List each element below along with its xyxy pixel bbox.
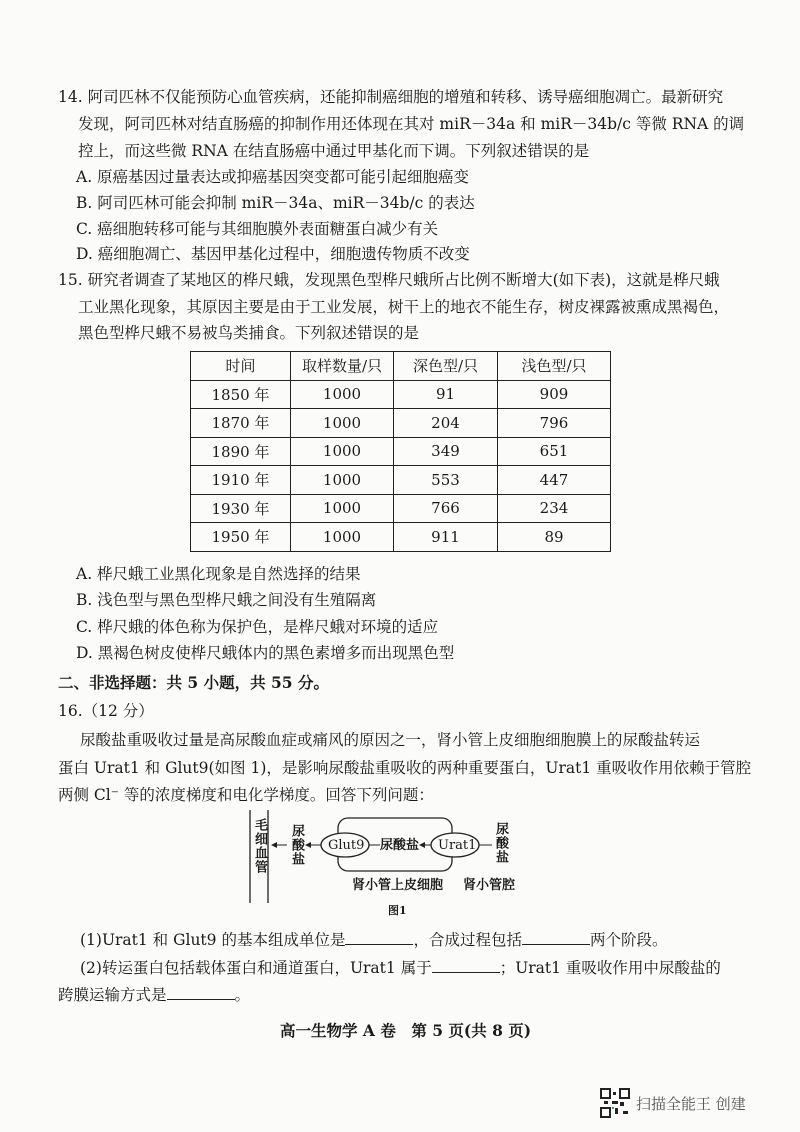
epithelial-label: 肾小管上皮细胞 bbox=[352, 878, 444, 893]
sub2-text: 跨膜运输方式是 bbox=[58, 986, 167, 1004]
q14-line: 14. 阿司匹林不仅能预防心血管疾病，还能抑制癌细胞的增殖和转移、诱导癌细胞凋亡。最新研究 bbox=[58, 88, 724, 106]
cell: 1910 年 bbox=[191, 466, 291, 495]
header-cell: 深色型/只 bbox=[394, 352, 498, 381]
sub2-text: ；Urat1 重吸收作用中尿酸盐的 bbox=[499, 959, 721, 977]
q14-option-c: C. 癌细胞转移可能与其细胞膜外表面糖蛋白减少有关 bbox=[76, 220, 439, 238]
answer-blank[interactable] bbox=[522, 930, 590, 945]
sub1-text: (1)Urat1 和 Glut9 的基本组成单位是 bbox=[80, 931, 346, 949]
sub2-text: (2)转运蛋白包括载体蛋白和通道蛋白，Urat1 属于 bbox=[80, 959, 432, 977]
sub1-text: 两个阶段。 bbox=[589, 931, 668, 949]
q15-option-d: D. 黑褐色树皮使桦尺蛾体内的黑色素增多而出现黑色型 bbox=[76, 644, 455, 662]
cell: 91 bbox=[394, 380, 498, 409]
urate-mid-label: 尿酸盐 bbox=[380, 838, 420, 853]
urate-right-label: 尿酸盐 bbox=[493, 822, 508, 864]
q14-line: 控上，而这些微 RNA 在结直肠癌中通过甲基化而下调。下列叙述错误的是 bbox=[78, 142, 590, 160]
q14-line: 发现，阿司匹林对结直肠癌的抑制作用还体现在其对 miR－34a 和 miR－34b/c 等微 RNA 的调 bbox=[78, 115, 745, 133]
header-cell: 浅色型/只 bbox=[498, 352, 611, 381]
cell: 1850 年 bbox=[191, 380, 291, 409]
glut9-label: Glut9 bbox=[328, 838, 365, 853]
q14-option-d: D. 癌细胞凋亡、基因甲基化过程中，细胞遗传物质不改变 bbox=[76, 245, 470, 263]
q16-para: 蛋白 Urat1 和 Glut9(如图 1)，是影响尿酸盐重吸收的两种重要蛋白，Urat1 重吸收作用依赖于管腔 bbox=[58, 759, 752, 777]
q16-para: 尿酸盐重吸收过量是高尿酸血症或痛风的原因之一，肾小管上皮细胞细胞膜上的尿酸盐转运 bbox=[80, 731, 701, 749]
cell: 911 bbox=[394, 523, 498, 552]
urate-left-label: 尿酸盐 bbox=[289, 824, 304, 866]
cell: 1000 bbox=[291, 523, 394, 552]
cell: 1000 bbox=[291, 380, 394, 409]
watermark-text: 扫描全能王 创建 bbox=[636, 1094, 746, 1113]
q16-header: 16.（12 分） bbox=[58, 702, 154, 720]
cell: 447 bbox=[498, 466, 611, 495]
qr-code-icon bbox=[600, 1088, 630, 1118]
cell: 1950 年 bbox=[191, 523, 291, 552]
cell: 1000 bbox=[291, 437, 394, 466]
urat1-label: Urat1 bbox=[438, 838, 477, 853]
answer-blank[interactable] bbox=[432, 958, 500, 973]
cell: 766 bbox=[394, 494, 498, 523]
q14-option-b: B. 阿司匹林可能会抑制 miR－34a、miR－34b/c 的表达 bbox=[76, 194, 475, 212]
answer-blank[interactable] bbox=[167, 985, 235, 1000]
cell: 909 bbox=[498, 380, 611, 409]
scanner-watermark bbox=[600, 1088, 746, 1118]
q15-line: 工业黑化现象，其原因主要是由于工业发展，树干上的地衣不能生存，树皮裸露被熏成黑褐色， bbox=[78, 298, 730, 316]
q16-para: 两侧 Cl⁻ 等的浓度梯度和电化学梯度。回答下列问题： bbox=[58, 786, 434, 804]
q16-sub2-cont bbox=[58, 985, 250, 1005]
q15-option-a: A. 桦尺蛾工业黑化现象是自然选择的结果 bbox=[76, 565, 361, 583]
header-cell: 取样数量/只 bbox=[291, 352, 394, 381]
answer-blank[interactable] bbox=[345, 930, 413, 945]
q16-sub2 bbox=[80, 958, 721, 978]
cell: 1930 年 bbox=[191, 494, 291, 523]
cell: 553 bbox=[394, 466, 498, 495]
cell: 1000 bbox=[291, 466, 394, 495]
cell: 651 bbox=[498, 437, 611, 466]
sub2-text: 。 bbox=[234, 986, 251, 1004]
q15-line: 黑色型桦尺蛾不易被鸟类捕食。下列叙述错误的是 bbox=[78, 324, 420, 342]
cell: 234 bbox=[498, 494, 611, 523]
cell: 1000 bbox=[291, 494, 394, 523]
section-heading: 二、非选择题：共 5 小题，共 55 分。 bbox=[58, 673, 329, 692]
q15-line: 15. 研究者调查了某地区的桦尺蛾，发现黑色型桦尺蛾所占比例不断增大(如下表)，这就是桦尺蛾 bbox=[58, 271, 720, 289]
lumen-label: 肾小管腔 bbox=[463, 878, 516, 893]
cell: 204 bbox=[394, 409, 498, 438]
figure-caption: 图1 bbox=[388, 904, 407, 917]
q16-sub1 bbox=[80, 930, 668, 950]
q14-option-a: A. 原癌基因过量表达或抑癌基因突变都可能引起细胞癌变 bbox=[76, 168, 470, 186]
header-cell: 时间 bbox=[191, 352, 291, 381]
capillary-label: 毛细血管 bbox=[252, 818, 267, 874]
cell: 349 bbox=[394, 437, 498, 466]
cell: 1000 bbox=[291, 409, 394, 438]
q15-option-c: C. 桦尺蛾的体色称为保护色，是桦尺蛾对环境的适应 bbox=[76, 618, 439, 636]
cell: 796 bbox=[498, 409, 611, 438]
page-footer: 高一生物学 A 卷 第 5 页(共 8 页) bbox=[280, 1021, 532, 1040]
cell: 1890 年 bbox=[191, 437, 291, 466]
cell: 1870 年 bbox=[191, 409, 291, 438]
sub1-text: ，合成过程包括 bbox=[413, 931, 522, 949]
q15-option-b: B. 浅色型与黑色型桦尺蛾之间没有生殖隔离 bbox=[76, 591, 377, 609]
cell: 89 bbox=[498, 523, 611, 552]
